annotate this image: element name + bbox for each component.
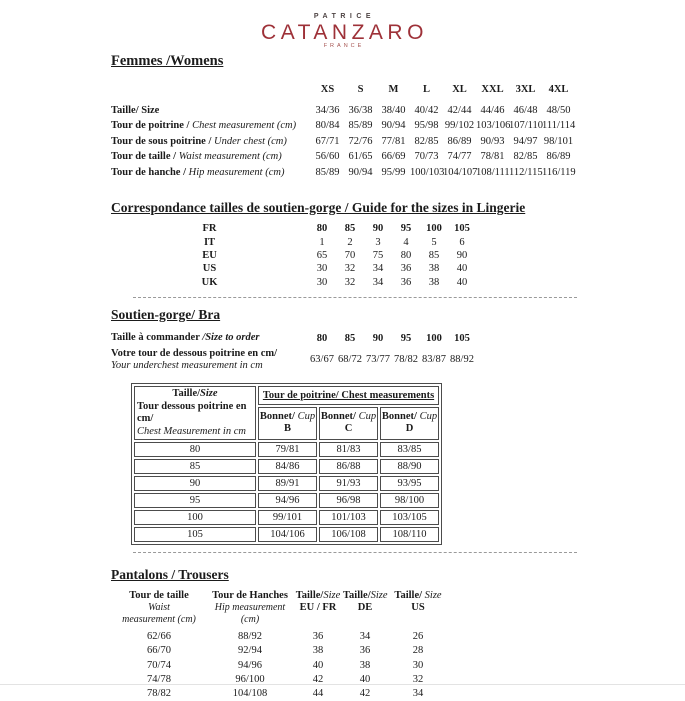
size-value: 72/76 [348, 135, 373, 147]
waist-value: 78/82 [147, 687, 171, 699]
size-value: 86/89 [447, 135, 472, 147]
eufr-size: 36 [312, 631, 324, 643]
lingerie-size: 90 [372, 223, 384, 235]
size-value: 66/69 [381, 151, 406, 163]
size-value: 74/77 [447, 151, 472, 163]
lingerie-size: 80 [316, 223, 328, 235]
lingerie-size: 85 [428, 249, 440, 261]
size-value: 95/98 [414, 120, 439, 132]
country-label: FR [202, 223, 217, 235]
us-size: 32 [412, 673, 424, 685]
lingerie-size: 30 [316, 263, 328, 275]
lingerie-row-fr [111, 222, 476, 235]
size-value: 82/85 [513, 151, 538, 163]
size-header: M [388, 84, 399, 95]
bra-underbust-label-en: Your underchest measurement in cm [111, 359, 263, 371]
de-size: 34 [359, 631, 371, 643]
lingerie-size: 100 [426, 223, 442, 235]
measurement-row [111, 165, 575, 181]
cup-value: 99/101 [258, 510, 317, 525]
eufr-size: 40 [312, 659, 324, 671]
trousers-col-waist: Tour de taille Waist measurement (cm) [122, 590, 196, 625]
trousers-row [111, 658, 449, 672]
size-header: S [357, 84, 364, 95]
lingerie-row-uk [111, 276, 476, 289]
lingerie-size: 65 [316, 249, 328, 261]
cup-value: 96/98 [319, 493, 378, 508]
cup-value: 98/100 [380, 493, 439, 508]
section-title-women: Femmes /Womens [111, 52, 224, 69]
section-divider [133, 552, 577, 553]
size-header: XS [320, 84, 335, 95]
row-label-en: Under chest (cm) [214, 135, 287, 147]
size-value: 40/42 [414, 104, 439, 116]
cup-value: 91/93 [319, 476, 378, 491]
trousers-col-de: Taille/Size DE [343, 590, 388, 614]
row-label-en: Waist measurement (cm) [178, 151, 282, 163]
size-value: 56/60 [315, 151, 340, 163]
size-value: 98/101 [543, 135, 574, 147]
page-content [111, 53, 593, 701]
size-value: 48/50 [546, 104, 571, 116]
lingerie-size: 34 [372, 263, 384, 275]
underbust-value: 88/92 [450, 354, 474, 366]
lingerie-size: 85 [344, 223, 356, 235]
band-size: 95 [134, 493, 256, 508]
lingerie-size: 34 [372, 276, 384, 288]
bra-order-label-en: /Size to order [202, 332, 260, 344]
lingerie-size: 3 [375, 236, 381, 248]
bra-underbust-label-fr: Votre tour de dessous poitrine en cm/ [111, 347, 278, 359]
lingerie-size: 4 [403, 236, 409, 248]
band-size: 80 [134, 442, 256, 457]
us-size: 34 [412, 687, 424, 699]
size-value: 38/40 [381, 104, 406, 116]
row-label-fr: Tour de sous poitrine / [111, 135, 214, 147]
bra-size: 90 [372, 332, 384, 344]
us-size: 28 [412, 645, 424, 657]
size-value: 108/111 [476, 166, 510, 178]
cup-value: 81/83 [319, 442, 378, 457]
size-value: 90/94 [348, 166, 373, 178]
lingerie-row-eu [111, 249, 476, 262]
waist-value: 66/70 [147, 645, 171, 657]
section-divider [133, 297, 577, 298]
cup-row [134, 459, 439, 474]
size-value: 78/81 [480, 151, 505, 163]
size-header: 3XL [515, 84, 536, 95]
lingerie-size: 95 [400, 223, 412, 235]
lingerie-size: 80 [400, 249, 412, 261]
bra-underbust-row [111, 347, 476, 373]
bra-size: 85 [344, 332, 356, 344]
lingerie-size: 36 [400, 263, 412, 275]
lingerie-size: 38 [428, 263, 440, 275]
size-value: 77/81 [381, 135, 406, 147]
waist-value: 70/74 [147, 659, 171, 671]
cup-row [134, 442, 439, 457]
waist-value: 74/78 [147, 673, 171, 685]
lingerie-size: 2 [347, 236, 353, 248]
lingerie-row-it [111, 235, 476, 248]
size-value: 86/89 [546, 151, 571, 163]
lingerie-size: 5 [431, 236, 437, 248]
measurement-row [111, 149, 575, 165]
trousers-col-eufr: Taille/Size EU / FR [295, 590, 341, 614]
size-value: 112/115 [509, 166, 543, 178]
hip-value: 94/96 [238, 659, 262, 671]
trousers-size-table [111, 590, 449, 700]
cup-value: 79/81 [258, 442, 317, 457]
lingerie-size: 30 [316, 276, 328, 288]
eufr-size: 42 [312, 673, 324, 685]
cup-value: 86/88 [319, 459, 378, 474]
cup-measurement-table [131, 383, 442, 545]
cup-table-span-header: Tour de poitrine/ Chest measurements [258, 386, 439, 405]
cup-value: 108/110 [380, 527, 439, 542]
row-label-fr: Taille/ Size [111, 104, 160, 116]
cup-value: 94/96 [258, 493, 317, 508]
brand-logo-country: FRANCE [323, 43, 365, 49]
country-label: IT [203, 236, 216, 248]
size-value: 90/94 [381, 120, 406, 132]
cup-value: 84/86 [258, 459, 317, 474]
us-size: 30 [412, 659, 424, 671]
cup-header-c: Bonnet/ Cup C [319, 407, 378, 441]
row-label-en: Chest measurement (cm) [192, 120, 297, 132]
size-value: 70/73 [414, 151, 439, 163]
bra-size: 95 [400, 332, 412, 344]
bra-size: 100 [426, 332, 442, 344]
trousers-row [111, 630, 449, 644]
lingerie-size: 6 [459, 236, 465, 248]
country-label: UK [201, 276, 218, 288]
size-value: 82/85 [414, 135, 439, 147]
bra-size-table [111, 330, 476, 373]
lingerie-size: 75 [372, 249, 384, 261]
section-title-lingerie-guide: Correspondance tailles de soutien-gorge / Guide for the sizes in Lingerie [111, 200, 526, 215]
row-label-en: Hip measurement (cm) [188, 166, 285, 178]
lingerie-size: 70 [344, 249, 356, 261]
country-label: EU [202, 249, 217, 261]
section-title-bra: Soutien-gorge/ Bra [111, 306, 221, 322]
corner-title-fr: Taille/ [172, 387, 201, 399]
cup-value: 83/85 [380, 442, 439, 457]
cup-table-corner-header [134, 386, 256, 440]
size-value: 34/36 [315, 104, 340, 116]
underbust-value: 78/82 [394, 354, 418, 366]
band-size: 85 [134, 459, 256, 474]
trousers-row [111, 672, 449, 686]
measurement-row [111, 118, 575, 134]
country-label: US [202, 263, 217, 275]
underbust-value: 63/67 [310, 354, 334, 366]
de-size: 42 [359, 687, 371, 699]
size-value: 99/102 [444, 120, 475, 132]
eufr-size: 44 [312, 687, 324, 699]
size-value: 103/106 [476, 120, 511, 132]
de-size: 40 [359, 673, 371, 685]
size-value: 85/89 [315, 166, 340, 178]
lingerie-row-us [111, 262, 476, 275]
lingerie-guide-table [111, 222, 476, 289]
underbust-value: 73/77 [366, 354, 390, 366]
cup-row [134, 493, 439, 508]
lingerie-size: 40 [456, 263, 468, 275]
band-size: 100 [134, 510, 256, 525]
women-size-table [111, 82, 575, 181]
cup-value: 89/91 [258, 476, 317, 491]
size-header: XXL [481, 84, 504, 95]
size-value: 36/38 [348, 104, 373, 116]
band-size: 105 [134, 527, 256, 542]
size-value: 90/93 [480, 135, 505, 147]
size-value: 94/97 [513, 135, 538, 147]
size-value: 42/44 [447, 104, 472, 116]
cup-header-b: Bonnet/ Cup B [258, 407, 317, 441]
cup-row [134, 527, 439, 542]
trousers-row [111, 644, 449, 658]
size-value: 85/89 [348, 120, 373, 132]
bra-size: 80 [316, 332, 328, 344]
hip-value: 88/92 [238, 631, 262, 643]
lingerie-size: 40 [456, 276, 468, 288]
lingerie-size: 36 [400, 276, 412, 288]
lingerie-size: 105 [454, 223, 470, 235]
cup-value: 88/90 [380, 459, 439, 474]
lingerie-size: 32 [344, 263, 356, 275]
row-label-fr: Tour de hanche / [111, 166, 189, 178]
hip-value: 96/100 [235, 673, 265, 685]
size-value: 107/110 [509, 120, 544, 132]
size-value: 67/71 [315, 135, 340, 147]
size-value: 100/103 [410, 166, 445, 178]
cup-value: 103/105 [380, 510, 439, 525]
hip-value: 104/108 [232, 687, 268, 699]
cup-value: 104/106 [258, 527, 317, 542]
corner-line2: Tour dessous poitrine en cm/ [137, 400, 247, 425]
brand-logo-top-text: PATRICE [313, 13, 376, 20]
hip-value: 92/94 [238, 645, 262, 657]
row-label-fr: Tour de taille / [111, 151, 179, 163]
women-size-header-row [111, 82, 575, 103]
lingerie-size: 1 [319, 236, 325, 248]
corner-line3: Chest Measurement in cm [137, 425, 246, 437]
size-value: 80/84 [315, 120, 340, 132]
cup-value: 93/95 [380, 476, 439, 491]
size-header: L [422, 84, 430, 95]
trousers-col-us: Taille/ Size US [394, 590, 442, 614]
measurement-row [111, 134, 575, 150]
bra-size: 105 [454, 332, 470, 344]
us-size: 26 [412, 631, 424, 643]
cup-value: 101/103 [319, 510, 378, 525]
waist-value: 62/66 [147, 631, 171, 643]
section-title-trousers: Pantalons / Trousers [111, 567, 229, 583]
size-value: 44/46 [480, 104, 505, 116]
cup-value: 106/108 [319, 527, 378, 542]
size-header: XL [452, 84, 467, 95]
cup-header-d: Bonnet/ Cup D [380, 407, 439, 441]
brand-logo-name: CATANZARO [261, 21, 428, 44]
trousers-row [111, 686, 449, 700]
eufr-size: 38 [312, 645, 324, 657]
cup-row [134, 510, 439, 525]
cup-row [134, 476, 439, 491]
lingerie-size: 32 [344, 276, 356, 288]
measurement-row [111, 103, 575, 119]
de-size: 36 [359, 645, 371, 657]
row-label-fr: Tour de poitrine / [111, 120, 193, 132]
underbust-value: 83/87 [422, 354, 446, 366]
brand-logo [0, 0, 685, 50]
lingerie-size: 38 [428, 276, 440, 288]
size-value: 111/114 [542, 120, 576, 132]
size-value: 46/48 [513, 104, 538, 116]
bra-order-row [111, 330, 476, 347]
size-value: 61/65 [348, 151, 373, 163]
size-value: 95/99 [381, 166, 406, 178]
size-header: 4XL [548, 84, 569, 95]
size-value: 116/119 [542, 166, 576, 178]
trousers-col-hip: Tour de Hanches Hip measurement (cm) [212, 590, 288, 625]
lingerie-size: 90 [456, 249, 468, 261]
corner-title-en: Size [200, 387, 218, 399]
de-size: 38 [359, 659, 371, 671]
underbust-value: 68/72 [338, 354, 362, 366]
trousers-header-row [111, 590, 449, 629]
bra-order-label-fr: Taille à commander [111, 332, 203, 344]
band-size: 90 [134, 476, 256, 491]
size-value: 104/107 [443, 166, 478, 178]
